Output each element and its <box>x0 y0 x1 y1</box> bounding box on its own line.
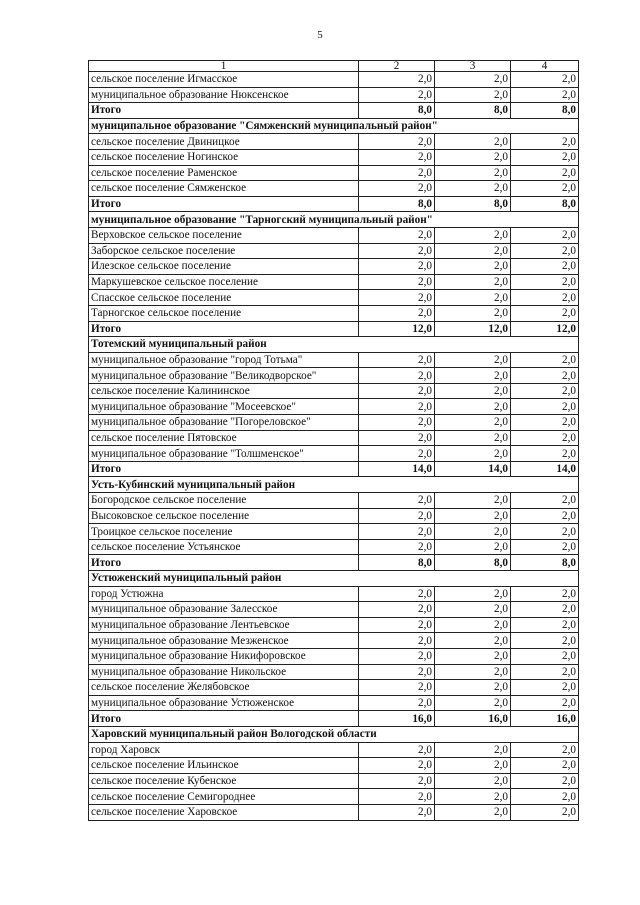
table-row <box>89 72 579 88</box>
value-col-4: 2,0 <box>511 430 579 446</box>
value-col-2: 2,0 <box>359 633 435 649</box>
section-heading-row <box>89 477 579 493</box>
value-col-3: 8,0 <box>435 555 511 571</box>
municipality-name: Высоковское сельское поселение <box>89 508 359 524</box>
value-col-4: 2,0 <box>511 695 579 711</box>
municipality-name: Маркушевское сельское поселение <box>89 274 359 290</box>
table-row <box>89 399 579 415</box>
value-col-3: 2,0 <box>435 680 511 696</box>
section-heading: Усть-Кубинский муниципальный район <box>89 477 579 493</box>
value-col-4: 2,0 <box>511 149 579 165</box>
total-row <box>89 321 579 337</box>
municipality-name: сельское поселение Ильинское <box>89 758 359 774</box>
table-row <box>89 290 579 306</box>
header-row <box>89 61 579 72</box>
value-col-3: 8,0 <box>435 196 511 212</box>
value-col-3: 2,0 <box>435 804 511 820</box>
value-col-4: 2,0 <box>511 508 579 524</box>
value-col-3: 2,0 <box>435 758 511 774</box>
value-col-2: 14,0 <box>359 461 435 477</box>
value-col-3: 2,0 <box>435 586 511 602</box>
section-heading-row <box>89 726 579 742</box>
value-col-3: 2,0 <box>435 290 511 306</box>
value-col-3: 2,0 <box>435 383 511 399</box>
table-row <box>89 243 579 259</box>
value-col-2: 2,0 <box>359 680 435 696</box>
table-row <box>89 134 579 150</box>
value-col-4: 2,0 <box>511 446 579 462</box>
value-col-2: 2,0 <box>359 493 435 509</box>
section-heading: муниципальное образование "Тарногский муниципальный район" <box>89 212 579 228</box>
value-col-4: 2,0 <box>511 664 579 680</box>
municipality-name: муниципальное образование Нюксенское <box>89 87 359 103</box>
value-col-4: 14,0 <box>511 461 579 477</box>
value-col-4: 2,0 <box>511 617 579 633</box>
table-row <box>89 617 579 633</box>
value-col-4: 2,0 <box>511 72 579 88</box>
municipality-name: сельское поселение Игмасское <box>89 72 359 88</box>
municipality-name: муниципальное образование "Толшменское" <box>89 446 359 462</box>
total-label: Итого <box>89 711 359 727</box>
value-col-3: 2,0 <box>435 524 511 540</box>
header-col-2: 2 <box>359 61 435 72</box>
value-col-2: 2,0 <box>359 415 435 431</box>
value-col-2: 2,0 <box>359 399 435 415</box>
value-col-2: 2,0 <box>359 446 435 462</box>
value-col-3: 2,0 <box>435 789 511 805</box>
value-col-4: 2,0 <box>511 804 579 820</box>
value-col-2: 2,0 <box>359 290 435 306</box>
value-col-2: 2,0 <box>359 352 435 368</box>
value-col-2: 2,0 <box>359 602 435 618</box>
municipality-name: сельское поселение Кубенское <box>89 773 359 789</box>
municipality-name: город Устюжна <box>89 586 359 602</box>
value-col-2: 16,0 <box>359 711 435 727</box>
total-row <box>89 103 579 119</box>
value-col-2: 2,0 <box>359 789 435 805</box>
value-col-2: 2,0 <box>359 648 435 664</box>
value-col-4: 2,0 <box>511 305 579 321</box>
value-col-3: 2,0 <box>435 399 511 415</box>
table-row <box>89 430 579 446</box>
value-col-4: 2,0 <box>511 290 579 306</box>
table-row <box>89 165 579 181</box>
value-col-4: 2,0 <box>511 648 579 664</box>
value-col-3: 2,0 <box>435 602 511 618</box>
value-col-4: 2,0 <box>511 227 579 243</box>
value-col-4: 2,0 <box>511 165 579 181</box>
value-col-3: 2,0 <box>435 493 511 509</box>
value-col-2: 2,0 <box>359 773 435 789</box>
value-col-2: 2,0 <box>359 695 435 711</box>
value-col-3: 2,0 <box>435 165 511 181</box>
value-col-3: 2,0 <box>435 539 511 555</box>
municipality-name: муниципальное образование Никольское <box>89 664 359 680</box>
header-col-4: 4 <box>511 61 579 72</box>
value-col-4: 2,0 <box>511 383 579 399</box>
municipality-name: муниципальное образование Залесское <box>89 602 359 618</box>
section-heading-row <box>89 212 579 228</box>
municipality-name: муниципальное образование "Погореловское" <box>89 415 359 431</box>
value-col-4: 8,0 <box>511 196 579 212</box>
value-col-3: 2,0 <box>435 259 511 275</box>
value-col-4: 2,0 <box>511 352 579 368</box>
value-col-2: 2,0 <box>359 149 435 165</box>
value-col-4: 12,0 <box>511 321 579 337</box>
table-row <box>89 539 579 555</box>
value-col-2: 2,0 <box>359 165 435 181</box>
table-row <box>89 773 579 789</box>
value-col-3: 2,0 <box>435 617 511 633</box>
total-row <box>89 711 579 727</box>
value-col-3: 2,0 <box>435 508 511 524</box>
municipality-name: сельское поселение Двиницкое <box>89 134 359 150</box>
value-col-2: 2,0 <box>359 259 435 275</box>
table-row <box>89 680 579 696</box>
value-col-4: 2,0 <box>511 274 579 290</box>
value-col-2: 2,0 <box>359 508 435 524</box>
municipality-name: сельское поселение Желябовское <box>89 680 359 696</box>
value-col-3: 14,0 <box>435 461 511 477</box>
value-col-3: 2,0 <box>435 773 511 789</box>
municipality-name: сельское поселение Харовское <box>89 804 359 820</box>
value-col-3: 16,0 <box>435 711 511 727</box>
value-col-3: 2,0 <box>435 352 511 368</box>
municipality-name: сельское поселение Семигороднее <box>89 789 359 805</box>
municipality-name: муниципальное образование "Мосеевское" <box>89 399 359 415</box>
value-col-4: 2,0 <box>511 259 579 275</box>
table-row <box>89 181 579 197</box>
value-col-3: 2,0 <box>435 149 511 165</box>
municipality-name: муниципальное образование Никифоровское <box>89 648 359 664</box>
table-row <box>89 758 579 774</box>
value-col-4: 2,0 <box>511 758 579 774</box>
municipality-name: Верховское сельское поселение <box>89 227 359 243</box>
section-heading-row <box>89 337 579 353</box>
table-row <box>89 648 579 664</box>
value-col-3: 12,0 <box>435 321 511 337</box>
municipality-name: Илезское сельское поселение <box>89 259 359 275</box>
value-col-4: 2,0 <box>511 399 579 415</box>
value-col-2: 2,0 <box>359 430 435 446</box>
table-row <box>89 695 579 711</box>
value-col-2: 2,0 <box>359 87 435 103</box>
total-row <box>89 555 579 571</box>
value-col-2: 2,0 <box>359 586 435 602</box>
value-col-3: 2,0 <box>435 227 511 243</box>
section-heading: Устюженский муниципальный район <box>89 571 579 587</box>
table-row <box>89 352 579 368</box>
table-row <box>89 227 579 243</box>
value-col-3: 2,0 <box>435 243 511 259</box>
municipality-name: Заборское сельское поселение <box>89 243 359 259</box>
table-row <box>89 446 579 462</box>
municipality-name: муниципальное образование Лентьевское <box>89 617 359 633</box>
value-col-4: 2,0 <box>511 368 579 384</box>
municipality-name: сельское поселение Пятовское <box>89 430 359 446</box>
value-col-4: 2,0 <box>511 524 579 540</box>
value-col-2: 2,0 <box>359 243 435 259</box>
section-heading: муниципальное образование "Сямженский муниципальный район" <box>89 118 579 134</box>
section-heading: Тотемский муниципальный район <box>89 337 579 353</box>
table-row <box>89 789 579 805</box>
value-col-2: 2,0 <box>359 617 435 633</box>
value-col-2: 2,0 <box>359 227 435 243</box>
table-row <box>89 586 579 602</box>
total-row <box>89 461 579 477</box>
value-col-2: 2,0 <box>359 758 435 774</box>
table-row <box>89 664 579 680</box>
total-label: Итого <box>89 103 359 119</box>
table-row <box>89 383 579 399</box>
value-col-4: 2,0 <box>511 680 579 696</box>
value-col-2: 8,0 <box>359 103 435 119</box>
table-row <box>89 305 579 321</box>
value-col-3: 2,0 <box>435 695 511 711</box>
table-row <box>89 368 579 384</box>
value-col-2: 2,0 <box>359 539 435 555</box>
total-label: Итого <box>89 555 359 571</box>
table-row <box>89 804 579 820</box>
value-col-3: 2,0 <box>435 72 511 88</box>
table-row <box>89 415 579 431</box>
value-col-2: 2,0 <box>359 664 435 680</box>
value-col-2: 2,0 <box>359 368 435 384</box>
value-col-2: 2,0 <box>359 804 435 820</box>
table-row <box>89 274 579 290</box>
value-col-4: 2,0 <box>511 134 579 150</box>
section-heading: Харовский муниципальный район Вологодской области <box>89 726 579 742</box>
value-col-4: 2,0 <box>511 633 579 649</box>
value-col-4: 8,0 <box>511 555 579 571</box>
total-label: Итого <box>89 196 359 212</box>
value-col-2: 2,0 <box>359 134 435 150</box>
table-row <box>89 259 579 275</box>
value-col-4: 2,0 <box>511 586 579 602</box>
municipality-name: сельское поселение Сямженское <box>89 181 359 197</box>
municipality-name: Спасское сельское поселение <box>89 290 359 306</box>
value-col-3: 8,0 <box>435 103 511 119</box>
value-col-2: 8,0 <box>359 196 435 212</box>
value-col-4: 2,0 <box>511 539 579 555</box>
value-col-3: 2,0 <box>435 87 511 103</box>
value-col-3: 2,0 <box>435 430 511 446</box>
municipality-name: Тарногское сельское поселение <box>89 305 359 321</box>
municipality-name: муниципальное образование Устюженское <box>89 695 359 711</box>
value-col-2: 2,0 <box>359 305 435 321</box>
municipality-name: Богородское сельское поселение <box>89 493 359 509</box>
table-row <box>89 602 579 618</box>
value-col-3: 2,0 <box>435 664 511 680</box>
header-col-1: 1 <box>89 61 359 72</box>
value-col-3: 2,0 <box>435 742 511 758</box>
table-row <box>89 524 579 540</box>
value-col-4: 2,0 <box>511 602 579 618</box>
municipality-name: город Харовск <box>89 742 359 758</box>
value-col-3: 2,0 <box>435 633 511 649</box>
value-col-3: 2,0 <box>435 648 511 664</box>
table-row <box>89 149 579 165</box>
section-heading-row <box>89 118 579 134</box>
value-col-3: 2,0 <box>435 446 511 462</box>
total-row <box>89 196 579 212</box>
value-col-3: 2,0 <box>435 368 511 384</box>
municipality-name: сельское поселение Ногинское <box>89 149 359 165</box>
value-col-2: 2,0 <box>359 181 435 197</box>
section-heading-row <box>89 571 579 587</box>
value-col-4: 2,0 <box>511 87 579 103</box>
municipality-name: сельское поселение Калининское <box>89 383 359 399</box>
table-row <box>89 493 579 509</box>
value-col-2: 2,0 <box>359 274 435 290</box>
table-row <box>89 633 579 649</box>
value-col-3: 2,0 <box>435 134 511 150</box>
value-col-2: 2,0 <box>359 524 435 540</box>
value-col-2: 2,0 <box>359 72 435 88</box>
municipality-name: муниципальное образование "город Тотьма" <box>89 352 359 368</box>
municipality-name: сельское поселение Устьянское <box>89 539 359 555</box>
value-col-4: 2,0 <box>511 789 579 805</box>
value-col-3: 2,0 <box>435 305 511 321</box>
value-col-2: 12,0 <box>359 321 435 337</box>
value-col-2: 2,0 <box>359 383 435 399</box>
value-col-4: 8,0 <box>511 103 579 119</box>
value-col-2: 2,0 <box>359 742 435 758</box>
table-row <box>89 742 579 758</box>
municipality-name: муниципальное образование Мезженское <box>89 633 359 649</box>
value-col-4: 2,0 <box>511 742 579 758</box>
value-col-3: 2,0 <box>435 274 511 290</box>
value-col-4: 2,0 <box>511 415 579 431</box>
value-col-4: 16,0 <box>511 711 579 727</box>
value-col-2: 8,0 <box>359 555 435 571</box>
value-col-4: 2,0 <box>511 181 579 197</box>
municipality-name: Троицкое сельское поселение <box>89 524 359 540</box>
total-label: Итого <box>89 321 359 337</box>
value-col-3: 2,0 <box>435 415 511 431</box>
municipality-name: сельское поселение Раменское <box>89 165 359 181</box>
table-row <box>89 87 579 103</box>
page-number: 5 <box>317 29 323 41</box>
value-col-3: 2,0 <box>435 181 511 197</box>
allocation-table <box>88 60 579 821</box>
table-row <box>89 508 579 524</box>
value-col-4: 2,0 <box>511 243 579 259</box>
value-col-4: 2,0 <box>511 773 579 789</box>
value-col-4: 2,0 <box>511 493 579 509</box>
municipality-name: муниципальное образование "Великодворское" <box>89 368 359 384</box>
total-label: Итого <box>89 461 359 477</box>
header-col-3: 3 <box>435 61 511 72</box>
